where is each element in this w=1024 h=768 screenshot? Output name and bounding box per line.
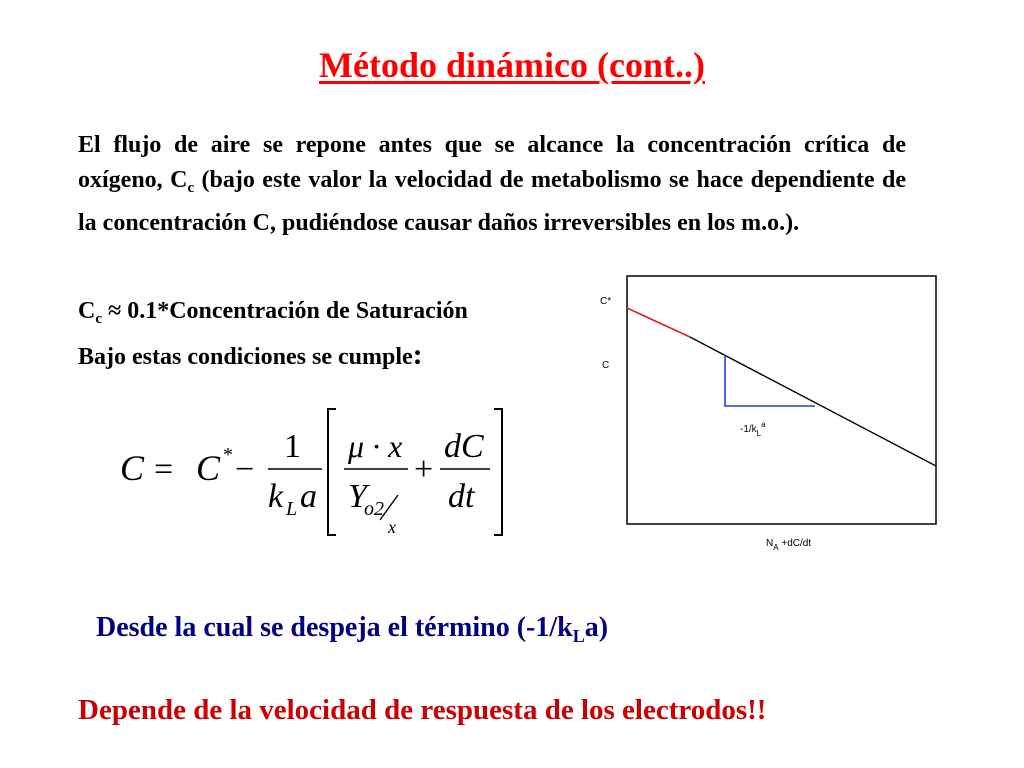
formula-x-small: x — [388, 517, 396, 537]
dynamic-method-formula — [118, 395, 518, 545]
formula-o2: o2 — [364, 498, 384, 520]
condition-colon: : — [412, 338, 423, 371]
graph-x-label: $N_A +dC/dt$ — [766, 538, 812, 552]
formula-left-bracket — [328, 409, 336, 535]
graph-label-cstar: C* — [600, 296, 612, 307]
formula-frac1-k: k — [268, 478, 284, 515]
saturation-text: ≈ 0.1*Concentración de Saturación — [102, 298, 468, 324]
graph-frame — [627, 276, 936, 524]
formula-plus: + — [414, 451, 434, 488]
concentration-graph — [580, 270, 940, 570]
despeja-line — [96, 612, 608, 647]
formula-dC: dC — [444, 428, 484, 465]
slide-title: Método dinámico (cont..) — [319, 45, 705, 85]
formula-svg — [118, 395, 518, 545]
intro-subscript-c: c — [187, 180, 195, 196]
cc-subscript: c — [95, 311, 103, 327]
cc-main: C — [78, 298, 96, 324]
formula-star: * — [223, 444, 233, 466]
formula-frac1-num: 1 — [284, 428, 301, 465]
saturation-line — [78, 298, 468, 328]
graph-label-c: C — [602, 360, 610, 371]
condition-text: Bajo estas condiciones se cumple — [78, 344, 413, 370]
formula-frac1-L: L — [286, 498, 298, 520]
depende-line: Depende de la velocidad de respuesta de los electrodos!! — [78, 694, 767, 726]
formula-mu-x: μ · x — [348, 428, 403, 464]
formula-minus: − — [235, 451, 255, 488]
graph-svg — [580, 270, 940, 570]
condition-line — [78, 338, 423, 372]
graph-red-segment — [627, 308, 690, 337]
intro-text-1: El flujo de aire se repone antes que se alcance la concentración crítica de oxígeno, C — [78, 132, 906, 193]
formula-dt: dt — [448, 478, 475, 515]
formula-Y: Y — [348, 478, 367, 515]
formula-cstar: C — [196, 448, 221, 488]
graph-slope-label: $-1/k_L^a$ — [740, 420, 766, 438]
formula-frac1-a: a — [300, 478, 317, 515]
intro-paragraph — [78, 128, 906, 241]
formula-equals: = — [154, 451, 174, 488]
despeja-end: a) — [584, 612, 609, 643]
formula-lhs-c: C — [120, 448, 145, 488]
despeja-subscript: L — [572, 626, 585, 646]
despeja-text: Desde la cual se despeja el término (-1/k — [96, 612, 573, 643]
formula-right-bracket — [494, 409, 502, 535]
graph-decline-line — [690, 337, 936, 466]
intro-text-2: (bajo este valor la velocidad de metabolismo se hace dependiente de la concentración C, pudiéndose causar daños irreversibles en los m.o.). — [78, 167, 906, 236]
